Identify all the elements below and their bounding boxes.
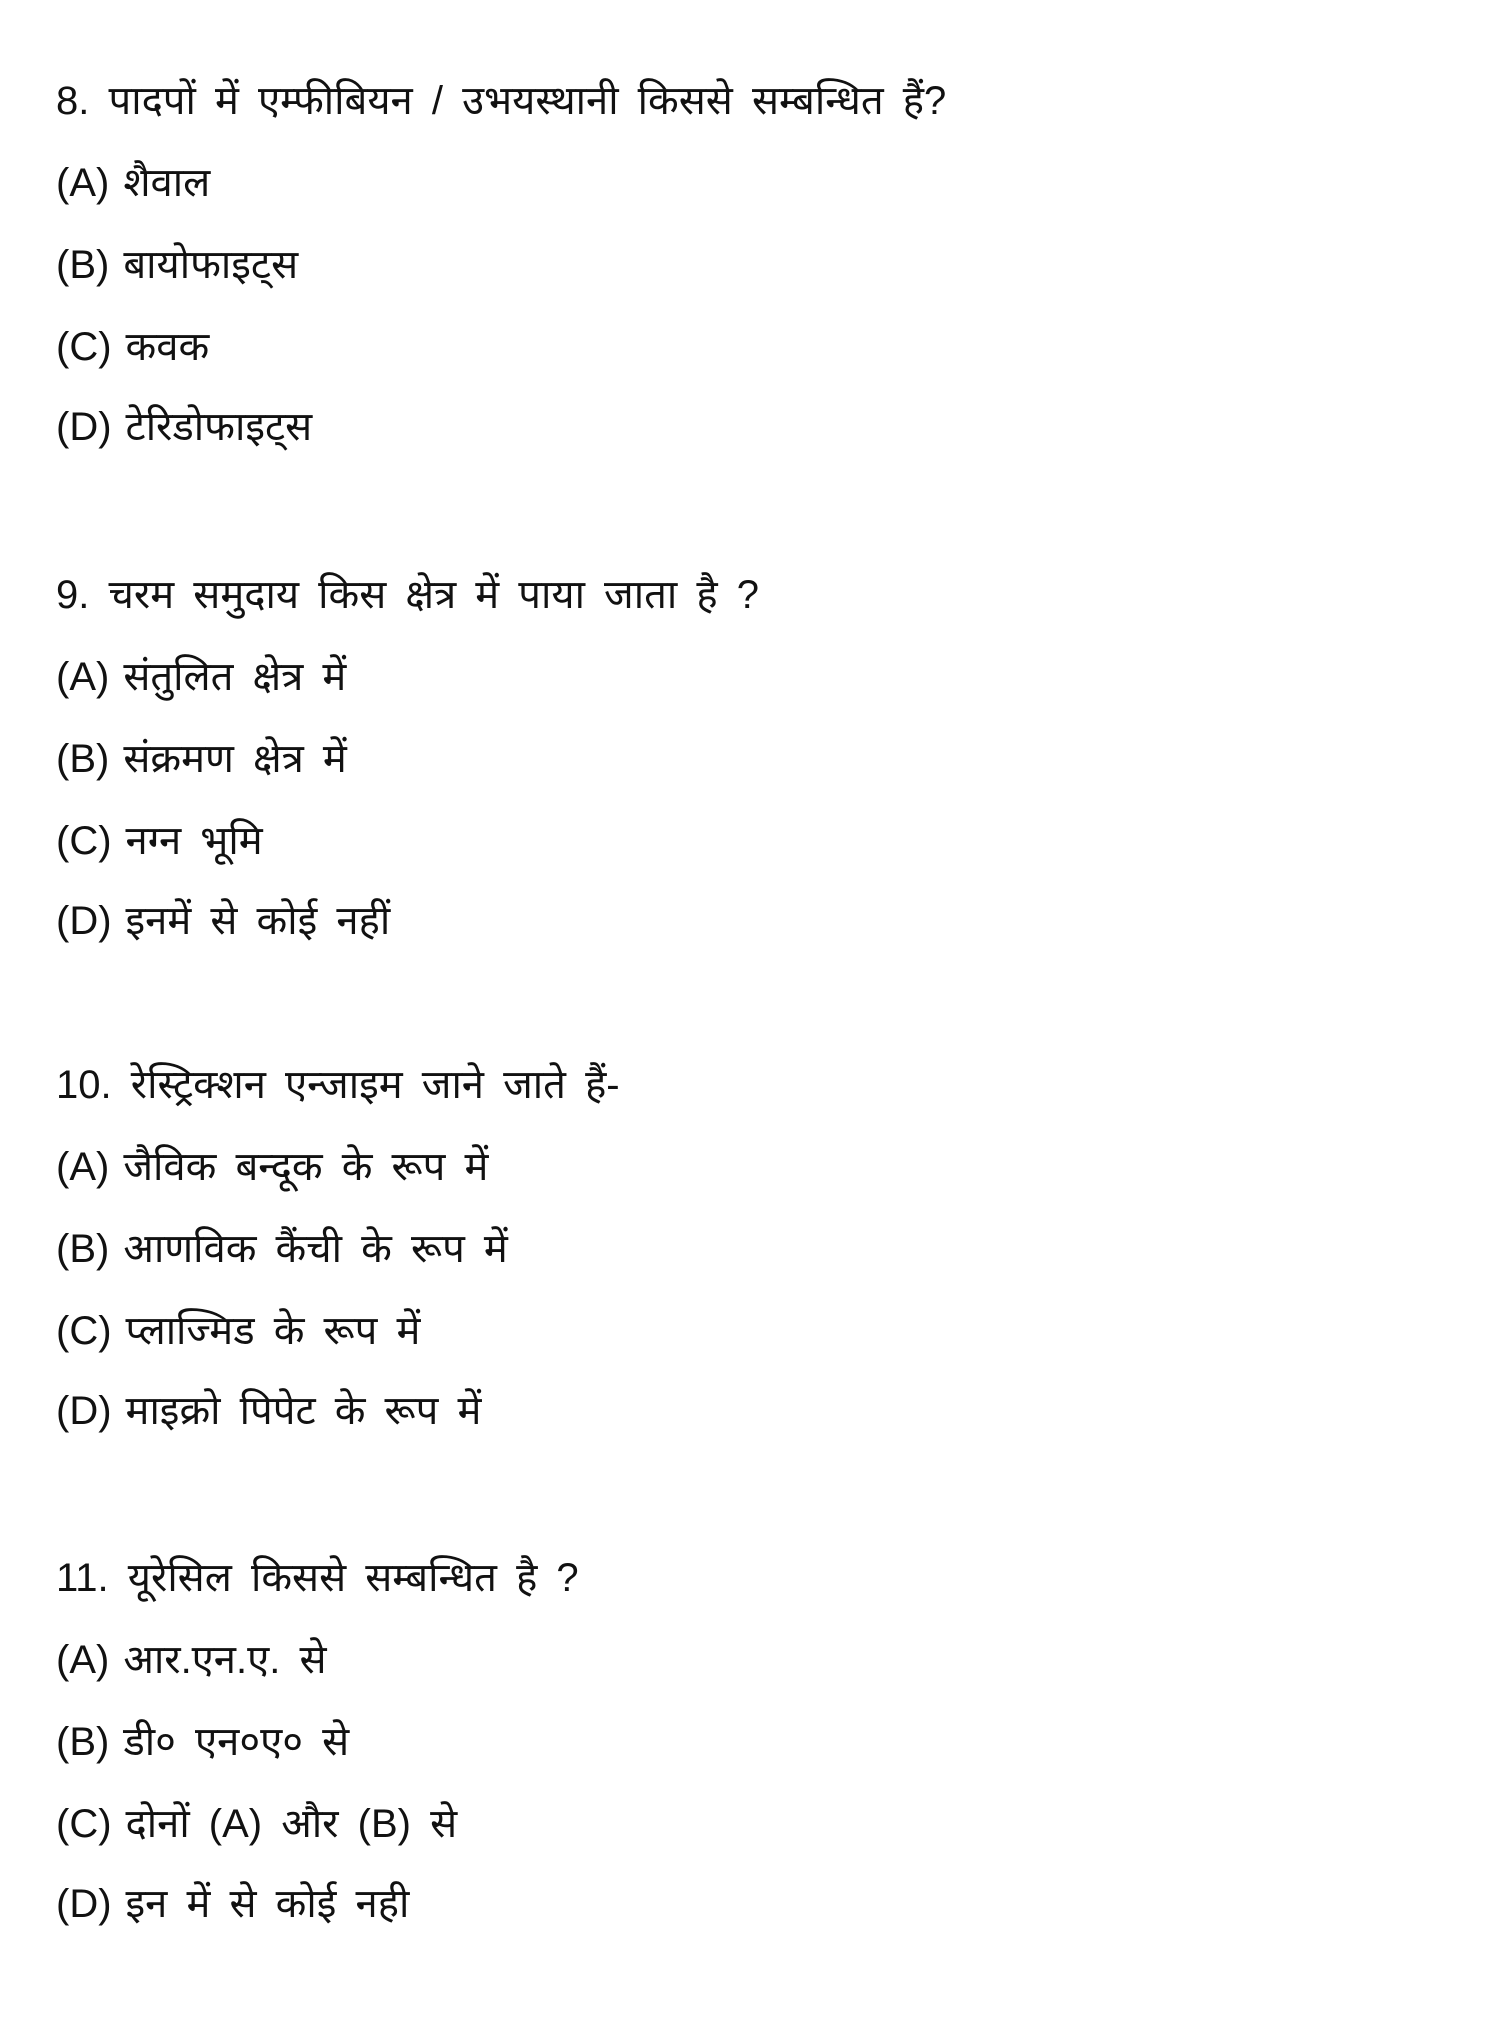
answer-option bbox=[56, 1137, 488, 1197]
answer-option bbox=[56, 1794, 457, 1854]
question-text bbox=[56, 1548, 579, 1608]
option-text: आणविक कैंची के रूप में bbox=[123, 1227, 508, 1271]
option-text: प्लाज्मिड के रूप में bbox=[125, 1309, 421, 1353]
answer-option bbox=[56, 1381, 481, 1441]
answer-option bbox=[56, 811, 263, 871]
answer-option bbox=[56, 647, 346, 707]
option-text: संतुलित क्षेत्र में bbox=[123, 655, 347, 699]
option-letter: (D) bbox=[56, 899, 112, 943]
option-letter: (B) bbox=[56, 737, 110, 781]
option-text: इनमें से कोई नहीं bbox=[125, 899, 391, 943]
option-letter: (C) bbox=[56, 1802, 112, 1846]
option-text: टेरिडोफाइट्स bbox=[125, 405, 313, 449]
option-text: इन में से कोई नही bbox=[125, 1882, 410, 1926]
question-label: यूरेसिल किससे सम्बन्धित है ? bbox=[127, 1556, 579, 1600]
answer-option bbox=[56, 891, 390, 951]
option-letter: (C) bbox=[56, 819, 112, 863]
option-letter: (C) bbox=[56, 325, 112, 369]
option-letter: (D) bbox=[56, 405, 112, 449]
answer-option bbox=[56, 1712, 349, 1772]
option-text: कवक bbox=[125, 325, 210, 369]
question-label: पादपों में एम्फीबियन / उभयस्थानी किससे सम्बन्धित हैं? bbox=[108, 79, 947, 123]
option-text: आर.एन.ए. से bbox=[123, 1638, 327, 1682]
answer-option bbox=[56, 317, 209, 377]
option-text: संक्रमण क्षेत्र में bbox=[123, 737, 347, 781]
question-number: 9. bbox=[56, 573, 90, 617]
answer-option bbox=[56, 235, 298, 295]
option-text: डी० एन०ए० से bbox=[123, 1720, 350, 1764]
answer-option bbox=[56, 397, 312, 457]
option-text: नग्न भूमि bbox=[125, 819, 263, 863]
answer-option bbox=[56, 153, 210, 213]
option-text: शैवाल bbox=[123, 161, 211, 205]
answer-option bbox=[56, 1219, 508, 1279]
question-text bbox=[56, 1055, 620, 1115]
option-letter: (B) bbox=[56, 1720, 110, 1764]
question-number: 8. bbox=[56, 79, 90, 123]
option-text: माइक्रो पिपेट के रूप में bbox=[125, 1389, 482, 1433]
option-text: दोनों (A) और (B) से bbox=[125, 1802, 458, 1846]
option-letter: (D) bbox=[56, 1882, 112, 1926]
answer-option bbox=[56, 729, 347, 789]
question-number: 10. bbox=[56, 1063, 112, 1107]
option-letter: (D) bbox=[56, 1389, 112, 1433]
option-text: बायोफाइट्स bbox=[123, 243, 299, 287]
answer-option bbox=[56, 1301, 420, 1361]
question-number: 11. bbox=[56, 1556, 109, 1600]
option-letter: (C) bbox=[56, 1309, 112, 1353]
answer-option bbox=[56, 1630, 327, 1690]
question-text bbox=[56, 71, 946, 131]
question-text bbox=[56, 565, 759, 625]
answer-option bbox=[56, 1874, 409, 1934]
question-label: रेस्ट्रिक्शन एन्जाइम जाने जाते हैं- bbox=[130, 1063, 620, 1107]
option-letter: (A) bbox=[56, 161, 110, 205]
option-letter: (B) bbox=[56, 1227, 110, 1271]
option-letter: (A) bbox=[56, 1638, 110, 1682]
question-label: चरम समुदाय किस क्षेत्र में पाया जाता है ? bbox=[108, 573, 759, 617]
option-letter: (B) bbox=[56, 243, 110, 287]
option-letter: (A) bbox=[56, 1145, 110, 1189]
option-text: जैविक बन्दूक के रूप में bbox=[123, 1145, 489, 1189]
option-letter: (A) bbox=[56, 655, 110, 699]
